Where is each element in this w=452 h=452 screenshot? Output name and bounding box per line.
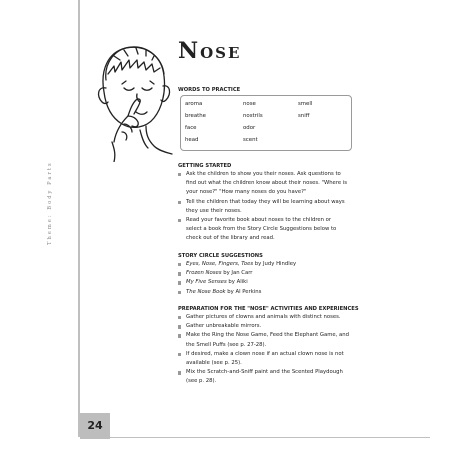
bullet-icon [178, 334, 181, 337]
bullet-icon [178, 371, 181, 374]
bullet-icon [178, 272, 181, 275]
list-item: Make the Ring the Nose Game, Feed the Elephant Game, and [178, 331, 349, 340]
story-circle-list [178, 260, 296, 297]
list-item: check out of the library and read. [186, 235, 275, 242]
list-item: they use their noses. [186, 207, 242, 214]
preparation-list [178, 313, 349, 387]
list-item: your nose?" "How many noses do you have?" [186, 189, 307, 196]
page-number: 24 [87, 419, 103, 432]
list-item: Read your favorite book about noses to the children or [178, 216, 347, 225]
book-author: by Aliki [226, 279, 248, 286]
bullet-icon [178, 263, 181, 266]
practice-word: odor [243, 125, 256, 131]
practice-word: nose [243, 101, 256, 107]
practice-word: nostrils [243, 113, 263, 119]
bullet-icon [178, 316, 181, 319]
bullet-icon [178, 281, 181, 284]
bullet-icon [178, 219, 181, 222]
spine-divider [78, 0, 80, 437]
book-title: The Nose Book [186, 288, 226, 295]
getting-started-heading: GETTING STARTED [178, 163, 232, 169]
practice-word: sniff [298, 113, 310, 119]
page-title: Nose [178, 38, 242, 64]
practice-word: breathe [185, 113, 206, 119]
bullet-icon [178, 173, 181, 176]
book-author: by Jan Carr [221, 270, 253, 277]
book-author: by Al Perkins [225, 288, 262, 295]
bullet-icon [178, 353, 181, 356]
list-item: Ask the children to show you their noses. Ask questions to [178, 170, 347, 179]
list-item [178, 269, 296, 278]
preparation-heading: PREPARATION FOR THE "NOSE" ACTIVITIES AND EXPERIENCES [178, 306, 359, 312]
bottom-rule [110, 437, 430, 438]
list-item [178, 288, 296, 297]
list-item: select a book from the Story Circle Suggestions below to [186, 226, 337, 233]
book-title: Frozen Noses [186, 270, 222, 277]
list-item: find out what the children know about their noses. "Where is [186, 180, 348, 187]
practice-word: scent [243, 137, 258, 143]
list-item: Gather unbreakable mirrors. [178, 322, 349, 331]
book-title: My Five Senses [186, 279, 227, 286]
list-item: (see p. 28). [186, 378, 217, 385]
list-item: Tell the children that today they will be learning about ways [178, 198, 347, 207]
getting-started-list [178, 170, 347, 244]
bullet-icon [178, 325, 181, 328]
side-theme-text: Theme: Body Parts [47, 161, 53, 245]
practice-word: face [185, 125, 197, 131]
story-circle-heading: STORY CIRCLE SUGGESTIONS [178, 253, 263, 259]
list-item [178, 260, 296, 269]
bullet-icon [178, 291, 181, 294]
list-item: Gather pictures of clowns and animals with distinct noses. [178, 313, 349, 322]
words-to-practice-heading: WORDS TO PRACTICE [178, 87, 241, 93]
list-item: If desired, make a clown nose if an actual clown nose is not [178, 350, 349, 359]
bullet-icon [178, 201, 181, 204]
book-author: by Judy Hindley [253, 261, 297, 267]
list-item [178, 278, 296, 287]
list-item: available (see p. 25). [186, 360, 242, 367]
words-to-practice-box [180, 95, 352, 151]
practice-word: aroma [185, 101, 203, 107]
practice-word: smell [298, 101, 313, 107]
list-item: the Smell Puffs (see p. 27-28). [186, 341, 267, 348]
child-touching-nose-illustration [84, 30, 176, 162]
list-item: Mix the Scratch-and-Sniff paint and the Scented Playdough [178, 368, 349, 377]
practice-word: head [185, 137, 199, 143]
book-title: Eyes, Nose, Fingers, Toes [186, 261, 254, 267]
